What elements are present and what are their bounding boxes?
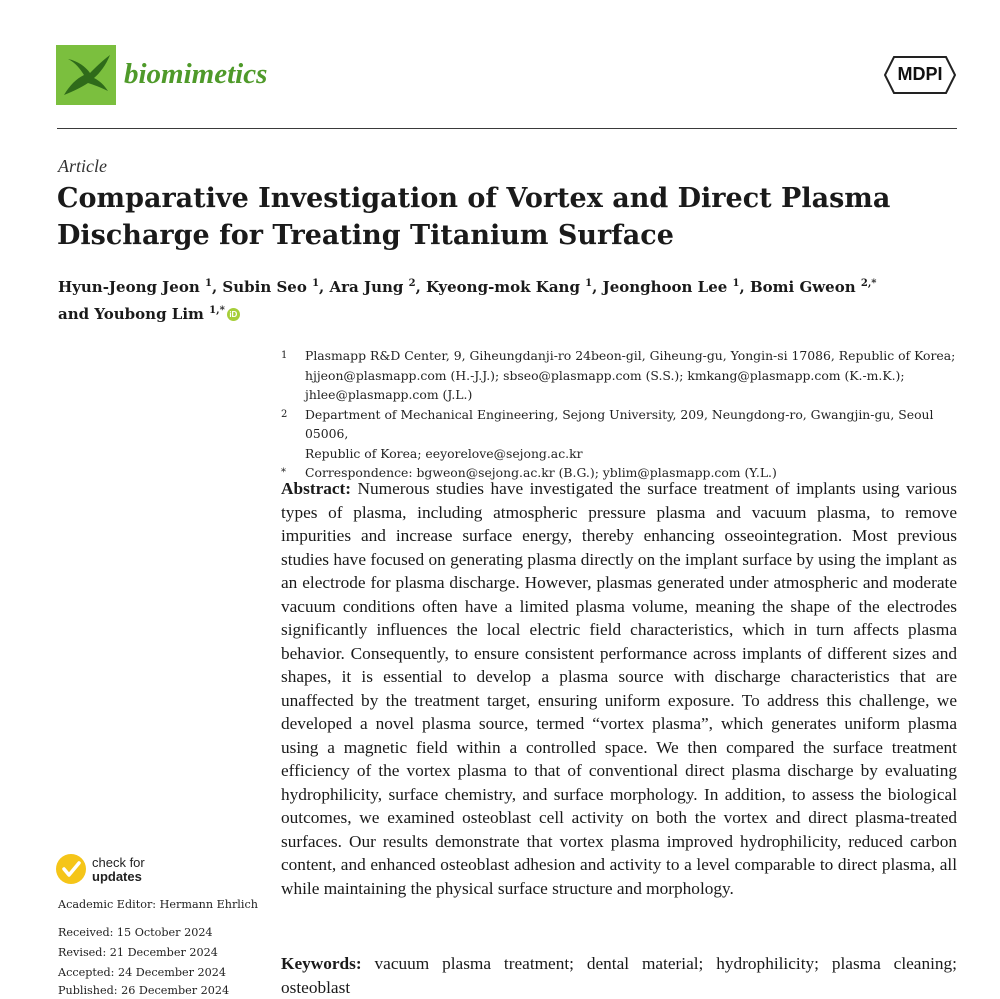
author-connector: and [58,305,90,323]
affiliation-mark: * [281,467,286,478]
author-name: Ara Jung [329,278,404,296]
affiliation-line: Plasmapp R&D Center, 9, Giheungdanji-ro 24beon-gil, Giheung-gu, Yongin-si 17086, Republic of Korea; [305,348,956,363]
paper-title: Comparative Investigation of Vortex and Direct Plasma Discharge for Treating Titanium Surface [57,183,891,251]
affiliation-line: hjjeon@plasmapp.com (H.-J.J.); sbseo@plasmapp.com (S.S.); kmkang@plasmapp.com (K.-m.K.); [305,367,905,383]
article-type: Article [58,156,107,176]
author-affil-ref: 2,* [860,278,877,289]
correspondence-line: Correspondence: bgweon@sejong.ac.kr (B.G.); yblim@plasmapp.com (Y.L.) [305,465,777,480]
author-name: Bomi Gweon [749,278,856,296]
author-affil-ref: 1 [732,278,740,289]
abstract [281,477,957,900]
author-name: Subin Seo [222,278,307,296]
author-list: Hyun-Jeong Jeon $^1$, Subin Seo $^1$, Ara Jung $^2$, Kyeong-mok Kang $^1$, Jeonghoon Lee $^1$, Bomi Gweon $^{2,*}$ and Youbong Lim $^{1,*}$ iD [58,278,877,323]
affiliation-line: Department of Mechanical Engineering, Sejong University, 209, Neungdong-ro, Gwangjin-gu, Seoul 05006, [305,406,934,441]
affiliation-item [281,346,961,405]
keywords-text: vacuum plasma treatment; dental material; hydrophilicity; plasma cleaning; osteoblast [281,954,957,997]
checkmark-badge-icon [56,854,86,884]
received-date: Received: 15 October 2024 [58,926,213,939]
affiliation-item [281,405,961,464]
bird-silhouette-icon [56,45,116,105]
affiliation-mark: 1 [281,350,288,361]
journal-logo [56,45,116,105]
author-affil-ref: 1 [204,278,212,289]
author-name: Kyeong-mok Kang [426,278,580,296]
publisher-name: MDPI [897,64,943,84]
orcid-icon[interactable]: iD [227,308,240,321]
revised-date: Revised: 21 December 2024 [58,946,218,959]
author-name: Hyun-Jeong Jeon [58,278,200,296]
affiliation-line: Republic of Korea; eeyorelove@sejong.ac.kr [305,445,583,461]
check-updates-line1: check for [92,855,145,870]
author-affil-ref: 1 [312,278,320,289]
author-name: Youbong Lim [94,305,204,323]
author-name: Jeonghoon Lee [602,278,728,296]
accepted-date: Accepted: 24 December 2024 [58,966,227,979]
check-updates-line2: updates [92,869,142,884]
journal-name: biomimetics [124,58,268,90]
affiliation-mark: 2 [281,408,288,420]
header-rule [57,128,957,129]
abstract-label: Abstract: [281,479,352,498]
author-affil-ref: 1,* [209,305,225,316]
keywords-label: Keywords: [281,954,362,973]
affiliations [281,346,961,483]
check-for-updates-text[interactable] [92,856,145,884]
keywords [281,952,957,999]
abstract-text: Numerous studies have investigated the surface treatment of implants using various types of plasma, including atmospheric pressure plasma and vacuum plasma, to remove impurities and increase surface energy, thereby enhancing osseointegration. Most previous studies have focused on generating plasma directly on the implant surface by using the implant as an electrode for plasma discharge. However, plasmas generated under atmospheric and moderate vacuum conditions often have a limited plasma volume, meaning the shape of the electrodes significantly influences the local electric field characteristics, which in turn affects plasma behavior. Consequently, to ensure consistent performance across implants of different sizes and shapes, it is essential to develop a plasma source with discharge characteristics that are unaffected by the treatment target, ensuring uniform exposure. To address this challenge, we developed a novel plasma source, termed “vortex plasma”, which generates uniform plasma using a magnetic field within a controlled space. We then compared the surface treatment efficiency of the vortex plasma to that of conventional direct plasma discharge by evaluating hydrophilicity, surface chemistry, and surface morphology. In addition, to assess the biological outcomes, we examined osteoblast cell activity on both the vortex and direct plasma-treated surfaces. Our results demonstrate that vortex plasma improved hydrophilicity, reduced carbon content, and enhanced osteoblast adhesion and activity to a level comparable to direct plasma, all while maintaining the physical surface structure and morphology. [281,479,957,898]
author-affil-ref: 1 [585,278,593,289]
published-date: Published: 26 December 2024 [58,984,230,997]
check-for-updates-badge[interactable] [56,854,86,884]
academic-editor: Academic Editor: Hermann Ehrlich [58,898,258,911]
affiliation-line: jhlee@plasmapp.com (J.L.) [305,387,473,402]
mdpi-logo[interactable] [884,56,956,94]
author-affil-ref: 2 [408,278,416,289]
